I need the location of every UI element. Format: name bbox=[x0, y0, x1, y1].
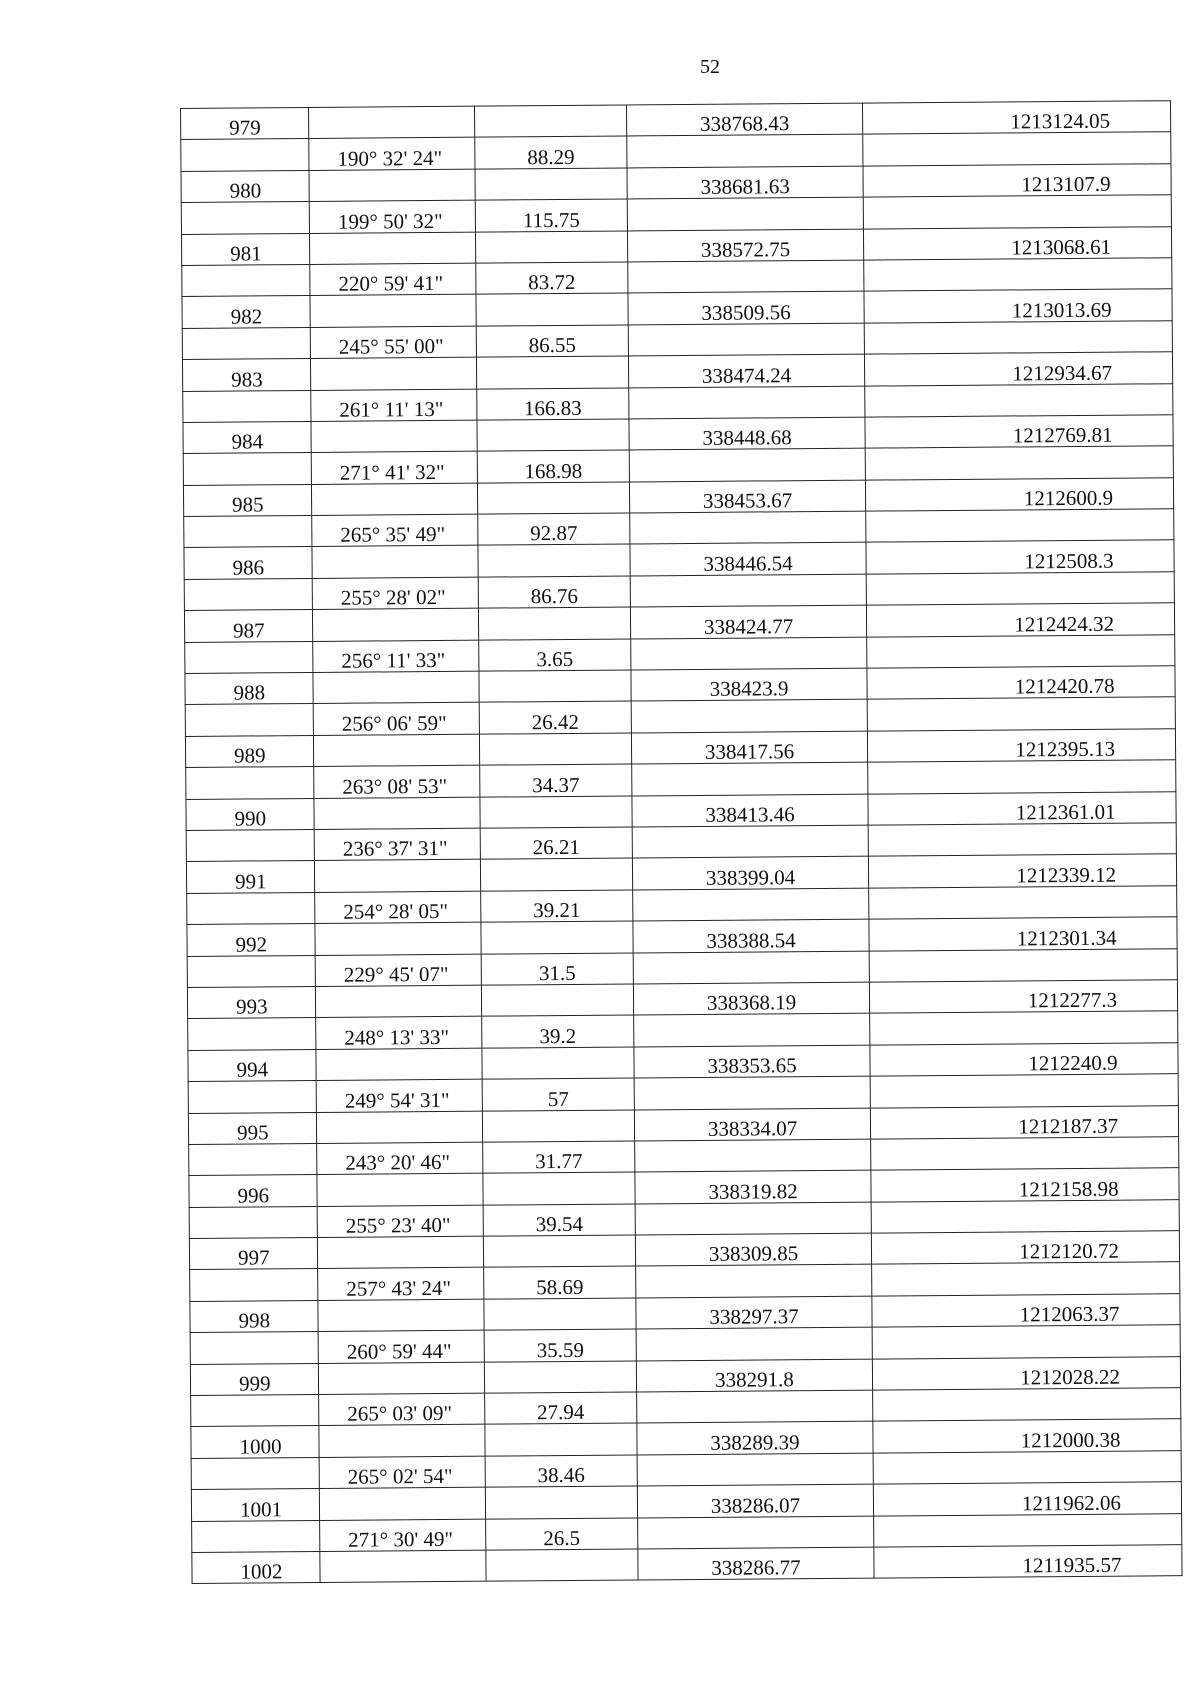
station-id-cell: 999 bbox=[190, 1363, 318, 1395]
northing-cell: 338334.07 bbox=[634, 1108, 870, 1141]
northing-cell: 338353.65 bbox=[634, 1045, 870, 1078]
station-id-cell: 991 bbox=[186, 861, 314, 893]
empty-cell bbox=[631, 700, 867, 733]
empty-cell bbox=[481, 984, 633, 1017]
bearing-cell: 256° 06' 59" bbox=[313, 703, 479, 736]
empty-cell bbox=[190, 1332, 318, 1364]
northing-cell: 338681.63 bbox=[627, 166, 863, 199]
empty-cell bbox=[483, 1235, 635, 1268]
empty-cell bbox=[629, 386, 865, 419]
empty-cell bbox=[637, 1390, 873, 1423]
empty-cell bbox=[317, 1173, 483, 1206]
northing-cell: 338291.8 bbox=[636, 1359, 872, 1392]
empty-cell bbox=[315, 922, 481, 955]
distance-cell: 34.37 bbox=[480, 764, 632, 797]
empty-cell bbox=[866, 509, 1174, 543]
distance-cell: 83.72 bbox=[476, 262, 628, 295]
bearing-cell: 199° 50' 32" bbox=[309, 200, 475, 233]
empty-cell bbox=[479, 670, 631, 703]
distance-cell: 88.29 bbox=[475, 136, 627, 169]
empty-cell bbox=[628, 260, 864, 293]
empty-cell bbox=[316, 1111, 482, 1144]
station-id-cell: 987 bbox=[184, 610, 312, 642]
station-id-cell: 989 bbox=[185, 735, 313, 767]
northing-cell: 338289.39 bbox=[637, 1422, 873, 1455]
empty-cell bbox=[635, 1202, 871, 1235]
easting-cell: 1212339.12 bbox=[868, 854, 1176, 888]
empty-cell bbox=[871, 1199, 1179, 1233]
bearing-cell: 236° 37' 31" bbox=[314, 828, 480, 861]
empty-cell bbox=[318, 1299, 484, 1332]
distance-cell: 26.5 bbox=[486, 1518, 638, 1551]
empty-cell bbox=[190, 1269, 318, 1301]
empty-cell bbox=[192, 1520, 320, 1552]
empty-cell bbox=[869, 948, 1177, 982]
easting-cell: 1212600.9 bbox=[865, 477, 1173, 511]
empty-cell bbox=[182, 264, 310, 296]
station-id-cell: 982 bbox=[182, 296, 310, 328]
northing-cell: 338413.46 bbox=[632, 794, 868, 827]
easting-cell: 1212240.9 bbox=[870, 1042, 1178, 1076]
empty-cell bbox=[865, 446, 1173, 480]
northing-cell: 338453.67 bbox=[629, 480, 865, 513]
distance-cell: 31.5 bbox=[481, 953, 633, 986]
empty-cell bbox=[185, 704, 313, 736]
empty-cell bbox=[181, 202, 309, 234]
empty-cell bbox=[314, 797, 480, 830]
station-id-cell: 988 bbox=[185, 673, 313, 705]
empty-cell bbox=[475, 231, 627, 264]
northing-cell: 338448.68 bbox=[629, 417, 865, 450]
distance-cell: 166.83 bbox=[477, 388, 629, 421]
empty-cell bbox=[187, 955, 315, 987]
empty-cell bbox=[484, 1361, 636, 1394]
station-id-cell: 1000 bbox=[191, 1426, 319, 1458]
northing-cell: 338319.82 bbox=[635, 1170, 871, 1203]
bearing-cell: 249° 54' 31" bbox=[316, 1079, 482, 1112]
empty-cell bbox=[479, 733, 631, 766]
easting-cell: 1212063.37 bbox=[872, 1294, 1180, 1328]
easting-cell: 1212395.13 bbox=[867, 729, 1175, 763]
empty-cell bbox=[870, 1011, 1178, 1045]
northing-cell: 338572.75 bbox=[627, 229, 863, 262]
easting-cell: 1212420.78 bbox=[867, 666, 1175, 700]
empty-cell bbox=[480, 796, 632, 829]
easting-cell: 1212158.98 bbox=[871, 1168, 1179, 1202]
northing-cell: 338297.37 bbox=[636, 1296, 872, 1329]
distance-cell: 86.55 bbox=[476, 325, 628, 358]
bearing-cell: 254° 28' 05" bbox=[315, 891, 481, 924]
empty-cell bbox=[316, 1048, 482, 1081]
distance-cell: 57 bbox=[482, 1078, 634, 1111]
bearing-cell: 190° 32' 24" bbox=[309, 138, 475, 171]
easting-cell: 1213068.61 bbox=[863, 226, 1171, 260]
northing-cell: 338388.54 bbox=[633, 919, 869, 952]
empty-cell bbox=[478, 544, 630, 577]
distance-cell: 92.87 bbox=[478, 513, 630, 546]
empty-cell bbox=[863, 132, 1171, 166]
empty-cell bbox=[863, 195, 1171, 229]
easting-cell: 1212277.3 bbox=[869, 980, 1177, 1014]
station-id-cell: 986 bbox=[184, 547, 312, 579]
easting-cell: 1211935.57 bbox=[874, 1545, 1182, 1579]
bearing-cell: 257° 43' 24" bbox=[318, 1268, 484, 1301]
empty-cell bbox=[474, 105, 626, 138]
empty-cell bbox=[865, 383, 1173, 417]
northing-cell: 338509.56 bbox=[628, 291, 864, 324]
northing-cell: 338286.07 bbox=[637, 1484, 873, 1517]
station-id-cell: 979 bbox=[181, 107, 309, 139]
empty-cell bbox=[485, 1486, 637, 1519]
northing-cell: 338417.56 bbox=[631, 731, 867, 764]
distance-cell: 26.21 bbox=[480, 827, 632, 860]
empty-cell bbox=[873, 1388, 1181, 1422]
station-id-cell: 1001 bbox=[191, 1489, 319, 1521]
easting-cell: 1212424.32 bbox=[866, 603, 1174, 637]
empty-cell bbox=[315, 985, 481, 1018]
empty-cell bbox=[627, 135, 863, 168]
distance-cell: 26.42 bbox=[479, 701, 631, 734]
empty-cell bbox=[870, 1074, 1178, 1108]
northing-cell: 338399.04 bbox=[632, 856, 868, 889]
bearing-cell: 265° 02' 54" bbox=[319, 1456, 485, 1489]
station-id-cell: 995 bbox=[188, 1112, 316, 1144]
easting-cell: 1213013.69 bbox=[864, 289, 1172, 323]
empty-cell bbox=[867, 697, 1175, 731]
empty-cell bbox=[309, 169, 475, 202]
empty-cell bbox=[318, 1362, 484, 1395]
empty-cell bbox=[482, 1047, 634, 1080]
station-id-cell: 998 bbox=[190, 1300, 318, 1332]
empty-cell bbox=[480, 858, 632, 891]
empty-cell bbox=[184, 578, 312, 610]
empty-cell bbox=[308, 106, 474, 139]
northing-cell: 338424.77 bbox=[630, 605, 866, 638]
easting-cell: 1212361.01 bbox=[868, 791, 1176, 825]
empty-cell bbox=[868, 823, 1176, 857]
bearing-cell: 248° 13' 33" bbox=[316, 1016, 482, 1049]
empty-cell bbox=[486, 1549, 638, 1582]
bearing-cell: 271° 30' 49" bbox=[320, 1519, 486, 1552]
distance-cell: 86.76 bbox=[478, 576, 630, 609]
empty-cell bbox=[476, 356, 628, 389]
empty-cell bbox=[871, 1137, 1179, 1171]
empty-cell bbox=[485, 1423, 637, 1456]
northing-cell: 338423.9 bbox=[631, 668, 867, 701]
easting-cell: 1212934.67 bbox=[864, 352, 1172, 386]
empty-cell bbox=[186, 767, 314, 799]
empty-cell bbox=[630, 574, 866, 607]
empty-cell bbox=[191, 1457, 319, 1489]
empty-cell bbox=[874, 1513, 1182, 1547]
bearing-cell: 255° 23' 40" bbox=[317, 1205, 483, 1238]
distance-cell: 39.54 bbox=[483, 1204, 635, 1237]
distance-cell: 3.65 bbox=[479, 639, 631, 672]
empty-cell bbox=[475, 168, 627, 201]
empty-cell bbox=[481, 921, 633, 954]
empty-cell bbox=[477, 419, 629, 452]
empty-cell bbox=[317, 1236, 483, 1269]
empty-cell bbox=[188, 1081, 316, 1113]
distance-cell: 31.77 bbox=[483, 1141, 635, 1174]
empty-cell bbox=[872, 1262, 1180, 1296]
empty-cell bbox=[634, 1076, 870, 1109]
empty-cell bbox=[632, 825, 868, 858]
empty-cell bbox=[189, 1143, 317, 1175]
bearing-cell: 265° 35' 49" bbox=[312, 514, 478, 547]
bearing-cell: 256° 11' 33" bbox=[313, 640, 479, 673]
station-id-cell: 996 bbox=[189, 1175, 317, 1207]
empty-cell bbox=[633, 888, 869, 921]
station-id-cell: 990 bbox=[186, 798, 314, 830]
station-id-cell: 981 bbox=[181, 233, 309, 265]
bearing-cell: 271° 41' 32" bbox=[311, 451, 477, 484]
easting-cell: 1212120.72 bbox=[871, 1231, 1179, 1265]
empty-cell bbox=[632, 762, 868, 795]
empty-cell bbox=[868, 760, 1176, 794]
easting-cell: 1212000.38 bbox=[873, 1419, 1181, 1453]
distance-cell: 39.21 bbox=[481, 890, 633, 923]
empty-cell bbox=[483, 1172, 635, 1205]
empty-cell bbox=[183, 453, 311, 485]
distance-cell: 168.98 bbox=[477, 450, 629, 483]
empty-cell bbox=[311, 483, 477, 516]
northing-cell: 338446.54 bbox=[630, 543, 866, 576]
empty-cell bbox=[320, 1550, 486, 1583]
empty-cell bbox=[182, 327, 310, 359]
station-id-cell: 994 bbox=[188, 1049, 316, 1081]
empty-cell bbox=[187, 892, 315, 924]
bearing-cell: 243° 20' 46" bbox=[317, 1142, 483, 1175]
distance-cell: 27.94 bbox=[485, 1392, 637, 1425]
empty-cell bbox=[638, 1516, 874, 1549]
empty-cell bbox=[185, 641, 313, 673]
empty-cell bbox=[867, 634, 1175, 668]
station-row bbox=[192, 1545, 1182, 1584]
bearing-cell: 265° 03' 09" bbox=[319, 1393, 485, 1426]
empty-cell bbox=[478, 607, 630, 640]
empty-cell bbox=[635, 1139, 871, 1172]
empty-cell bbox=[183, 390, 311, 422]
station-id-cell: 984 bbox=[183, 421, 311, 453]
survey-coordinate-table bbox=[180, 100, 1183, 1584]
easting-cell: 1211962.06 bbox=[873, 1482, 1181, 1516]
empty-cell bbox=[310, 295, 476, 328]
northing-cell: 338286.77 bbox=[638, 1547, 874, 1580]
distance-cell: 38.46 bbox=[485, 1455, 637, 1488]
empty-cell bbox=[627, 197, 863, 230]
empty-cell bbox=[186, 829, 314, 861]
bearing-cell: 260° 59' 44" bbox=[318, 1330, 484, 1363]
empty-cell bbox=[181, 139, 309, 171]
station-id-cell: 985 bbox=[183, 484, 311, 516]
empty-cell bbox=[873, 1450, 1181, 1484]
empty-cell bbox=[310, 357, 476, 390]
empty-cell bbox=[312, 608, 478, 641]
bearing-cell: 220° 59' 41" bbox=[310, 263, 476, 296]
easting-cell: 1212028.22 bbox=[872, 1356, 1180, 1390]
easting-cell: 1212301.34 bbox=[869, 917, 1177, 951]
empty-cell bbox=[864, 258, 1172, 292]
station-id-cell: 1002 bbox=[192, 1551, 320, 1583]
empty-cell bbox=[189, 1206, 317, 1238]
empty-cell bbox=[477, 482, 629, 515]
northing-cell: 338768.43 bbox=[626, 103, 862, 136]
easting-cell: 1213124.05 bbox=[862, 101, 1170, 135]
station-id-cell: 983 bbox=[182, 359, 310, 391]
empty-cell bbox=[484, 1298, 636, 1331]
empty-cell bbox=[313, 671, 479, 704]
northing-cell: 338368.19 bbox=[633, 982, 869, 1015]
empty-cell bbox=[629, 448, 865, 481]
empty-cell bbox=[631, 637, 867, 670]
bearing-cell: 263° 08' 53" bbox=[314, 765, 480, 798]
distance-cell: 39.2 bbox=[482, 1015, 634, 1048]
bearing-cell: 229° 45' 07" bbox=[315, 954, 481, 987]
bearing-cell: 245° 55' 00" bbox=[310, 326, 476, 359]
empty-cell bbox=[634, 1013, 870, 1046]
empty-cell bbox=[313, 734, 479, 767]
station-id-cell: 997 bbox=[189, 1238, 317, 1270]
empty-cell bbox=[872, 1325, 1180, 1359]
page-number: 52 bbox=[700, 56, 720, 78]
station-id-cell: 992 bbox=[187, 924, 315, 956]
empty-cell bbox=[476, 293, 628, 326]
easting-cell: 1212187.37 bbox=[870, 1105, 1178, 1139]
empty-cell bbox=[191, 1394, 319, 1426]
distance-cell: 115.75 bbox=[475, 199, 627, 232]
distance-cell: 35.59 bbox=[484, 1329, 636, 1362]
empty-cell bbox=[628, 323, 864, 356]
empty-cell bbox=[188, 1018, 316, 1050]
empty-cell bbox=[866, 572, 1174, 606]
bearing-cell: 261° 11' 13" bbox=[311, 389, 477, 422]
empty-cell bbox=[312, 546, 478, 579]
easting-cell: 1212508.3 bbox=[866, 540, 1174, 574]
empty-cell bbox=[633, 951, 869, 984]
empty-cell bbox=[184, 516, 312, 548]
empty-cell bbox=[864, 320, 1172, 354]
empty-cell bbox=[319, 1425, 485, 1458]
easting-cell: 1212769.81 bbox=[865, 415, 1173, 449]
empty-cell bbox=[869, 885, 1177, 919]
northing-cell: 338309.85 bbox=[635, 1233, 871, 1266]
empty-cell bbox=[311, 420, 477, 453]
distance-cell: 58.69 bbox=[484, 1266, 636, 1299]
empty-cell bbox=[637, 1453, 873, 1486]
bearing-cell: 255° 28' 02" bbox=[312, 577, 478, 610]
empty-cell bbox=[630, 511, 866, 544]
empty-cell bbox=[636, 1265, 872, 1298]
northing-cell: 338474.24 bbox=[628, 354, 864, 387]
empty-cell bbox=[636, 1327, 872, 1360]
empty-cell bbox=[482, 1109, 634, 1142]
empty-cell bbox=[319, 1487, 485, 1520]
easting-cell: 1213107.9 bbox=[863, 164, 1171, 198]
station-id-cell: 993 bbox=[187, 986, 315, 1018]
empty-cell bbox=[309, 232, 475, 265]
station-id-cell: 980 bbox=[181, 170, 309, 202]
empty-cell bbox=[314, 860, 480, 893]
